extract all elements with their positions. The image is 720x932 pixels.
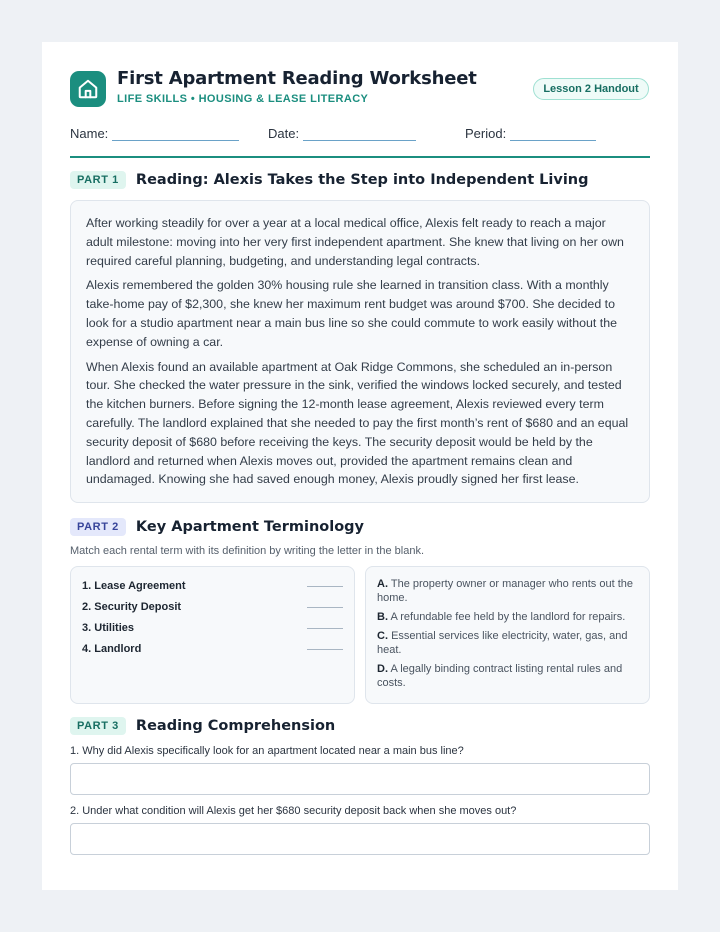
lesson-badge: Lesson 2 Handout: [533, 78, 649, 100]
part1-heading: [70, 171, 589, 189]
part2-title: Key Apartment Terminology: [135, 519, 365, 535]
definition-letter: A.: [377, 578, 388, 590]
term-row: [82, 638, 343, 659]
home-icon: [70, 71, 106, 107]
date-field[interactable]: [268, 126, 416, 141]
page-title: First Apartment Reading Worksheet: [117, 68, 477, 89]
term-row: [82, 596, 343, 617]
definition-text: A legally binding contract listing rental rules and costs.: [377, 663, 623, 689]
definition-text: Essential services like electricity, water, gas, and heat.: [377, 630, 628, 656]
term-label: Landlord: [94, 642, 142, 655]
passage-paragraph: Alexis remembered the golden 30% housing rule she learned in transition class. With a monthly take-home pay of $2,300, she knew her maximum rent budget was around $700. She decided to look for a studio apartment near a main bus line so she could commute to work easily without the expense of owning a car.: [86, 278, 618, 349]
definition-item: [377, 629, 638, 657]
term-number: 1.: [82, 579, 92, 592]
part2-tag: PART 2: [70, 518, 126, 536]
date-blank[interactable]: [303, 129, 416, 141]
reading-passage: [70, 200, 650, 503]
answer-blank[interactable]: [307, 607, 343, 608]
period-field[interactable]: [465, 126, 596, 141]
name-blank[interactable]: [112, 129, 239, 141]
term-number: 2.: [82, 600, 92, 613]
term-label: Lease Agreement: [94, 579, 186, 592]
term-label: Security Deposit: [94, 600, 182, 613]
definitions-box: [365, 566, 650, 704]
term-number: 3.: [82, 621, 92, 634]
part1-title: Reading: Alexis Takes the Step into Independent Living: [135, 172, 589, 188]
definition-item: [377, 577, 638, 605]
name-label: Name:: [70, 126, 109, 141]
passage-paragraph: When Alexis found an available apartment at Oak Ridge Commons, she scheduled an in-person tour. She checked the water pressure in the sink, verified the windows locked securely, and tested the kitchen burners. Before signing the 12-month lease agreement, Alexis reviewed every term carefully. The landlord explained that she needed to pay the first month’s rent of $680 and an equal security deposit of $680 before receiving the keys. The security deposit would be held by the landlord and returned when Alexis moves out, provided the apartment remains clean and undamaged. Knowing she had saved enough money, Alexis proudly signed her first lease.: [86, 359, 629, 487]
period-blank[interactable]: [510, 129, 596, 141]
answer-blank[interactable]: [307, 649, 343, 650]
term-row: [82, 575, 343, 596]
definition-letter: C.: [377, 630, 388, 642]
passage-paragraph: After working steadily for over a year at a local medical office, Alexis felt ready to reach a major adult milestone: moving into her very first independent apartment. She knew that living on her own required careful planning, budgeting, and understanding legal contracts.: [86, 216, 624, 268]
answer-box-2[interactable]: [70, 823, 650, 855]
definition-item: [377, 610, 638, 624]
part2-heading: [70, 518, 364, 536]
header-divider: [70, 156, 650, 158]
name-field[interactable]: [70, 126, 239, 141]
date-label: Date:: [268, 126, 300, 141]
answer-blank[interactable]: [307, 628, 343, 629]
part1-tag: PART 1: [70, 171, 126, 189]
part3-tag: PART 3: [70, 717, 126, 735]
question-2: 2. Under what condition will Alexis get her $680 security deposit back when she moves out?: [70, 805, 517, 817]
definition-text: The property owner or manager who rents out the home.: [377, 578, 633, 604]
definition-letter: B.: [377, 611, 388, 623]
worksheet-page: [42, 42, 678, 890]
part3-heading: [70, 717, 335, 735]
term-number: 4.: [82, 642, 92, 655]
definition-item: [377, 662, 638, 690]
question-1: 1. Why did Alexis specifically look for an apartment located near a main bus line?: [70, 745, 464, 757]
term-label: Utilities: [94, 621, 134, 634]
definition-letter: D.: [377, 663, 388, 675]
matching-instructions: Match each rental term with its definition by writing the letter in the blank.: [70, 545, 425, 557]
definition-text: A refundable fee held by the landlord for repairs.: [390, 611, 626, 623]
part3-title: Reading Comprehension: [135, 718, 336, 734]
answer-blank[interactable]: [307, 586, 343, 587]
period-label: Period:: [465, 126, 507, 141]
term-row: [82, 617, 343, 638]
page-subtitle: LIFE SKILLS • HOUSING & LEASE LITERACY: [117, 93, 369, 105]
terms-box: [70, 566, 355, 704]
answer-box-1[interactable]: [70, 763, 650, 795]
